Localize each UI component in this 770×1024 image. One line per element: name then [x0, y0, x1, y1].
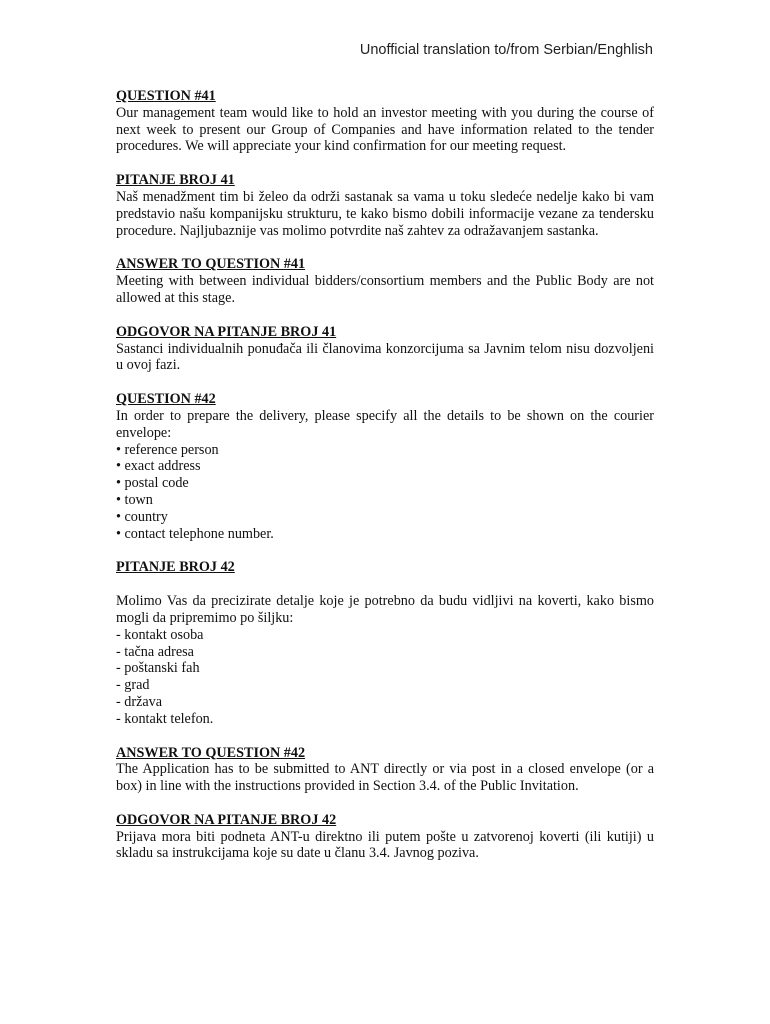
- list-item: • country: [116, 508, 168, 525]
- list-item: - kontakt telefon.: [116, 710, 214, 727]
- pitanje-42: [116, 559, 654, 727]
- question-42: [116, 391, 654, 542]
- answer-41-text: Meeting with between individual bidders/consortium members and the Public Body are not allowed at this stage.: [116, 273, 654, 306]
- answer-42: [116, 745, 654, 795]
- list-item: - kontakt osoba: [116, 626, 204, 643]
- question-42-text: In order to prepare the delivery, please specify all the details to be shown on the courier envelope:: [116, 407, 654, 441]
- question-41-text: Our management team would like to hold an investor meeting with you during the course of next week to present our Group of Companies and have information related to the tender procedures. We will appreciate your kind confirmation for our meeting request.: [116, 104, 654, 155]
- question-41: [116, 88, 654, 155]
- pitanje-42-heading: PITANJE BROJ 42: [116, 559, 235, 576]
- pitanje-41: [116, 172, 654, 239]
- question-42-list: [116, 442, 654, 543]
- pitanje-41-text: Naš menadžment tim bi želeo da održi sastanak sa vama u toku sledeće nedelje kako bi vam predstavio našu kompanijsku strukturu, te kako bismo dobili informacije vezane za tendersku procedure. Najljubaznije vas molimo potvrdite naš zahtev za odražavanjem sastanka.: [116, 188, 654, 239]
- answer-41: [116, 256, 654, 306]
- pitanje-42-text: Molimo Vas da precizirate detalje koje je potrebno da budu vidljivi na koverti, kako bismo mogli da pripremimo po šiljku:: [116, 593, 654, 626]
- pitanje-42-list: [116, 627, 654, 728]
- question-41-heading: QUESTION #41: [116, 88, 216, 104]
- list-item: - poštanski fah: [116, 660, 200, 677]
- odgovor-41: [116, 324, 654, 374]
- answer-41-heading: ANSWER TO QUESTION #41: [116, 256, 306, 273]
- list-item: • postal code: [116, 475, 189, 492]
- list-item: - tačna adresa: [116, 643, 194, 660]
- page-header: Unofficial translation to/from Serbian/Enghlish: [359, 42, 653, 58]
- list-item: • contact telephone number.: [116, 525, 274, 542]
- odgovor-42-text: Prijava mora biti podneta ANT-u direktno ili putem pošte u zatvorenoj koverti (ili kutiji) u skladu sa instrukcijama koje su date u članu 3.4. Javnog poziva.: [116, 828, 654, 862]
- odgovor-42: [116, 812, 654, 862]
- list-item: - država: [116, 693, 163, 710]
- answer-42-text: The Application has to be submitted to ANT directly or via post in a closed envelope (or a box) in line with the instructions provided in Section 3.4. of the Public Invitation.: [116, 761, 654, 795]
- question-42-heading: QUESTION #42: [116, 391, 216, 408]
- odgovor-41-text: Sastanci individualnih ponuđača ili članovima konzorcijuma sa Javnim telom nisu dozvoljeni u ovoj fazi.: [116, 340, 654, 374]
- list-item: - grad: [116, 677, 150, 694]
- odgovor-42-heading: ODGOVOR NA PITANJE BROJ 42: [116, 811, 337, 828]
- document-body: [116, 88, 654, 879]
- answer-42-heading: ANSWER TO QUESTION #42: [116, 744, 306, 761]
- spacer: [116, 576, 654, 593]
- odgovor-41-heading: ODGOVOR NA PITANJE BROJ 41: [116, 323, 337, 340]
- list-item: • reference person: [116, 441, 219, 458]
- list-item: • town: [116, 491, 153, 508]
- list-item: • exact address: [116, 458, 201, 475]
- pitanje-41-heading: PITANJE BROJ 41: [116, 172, 235, 189]
